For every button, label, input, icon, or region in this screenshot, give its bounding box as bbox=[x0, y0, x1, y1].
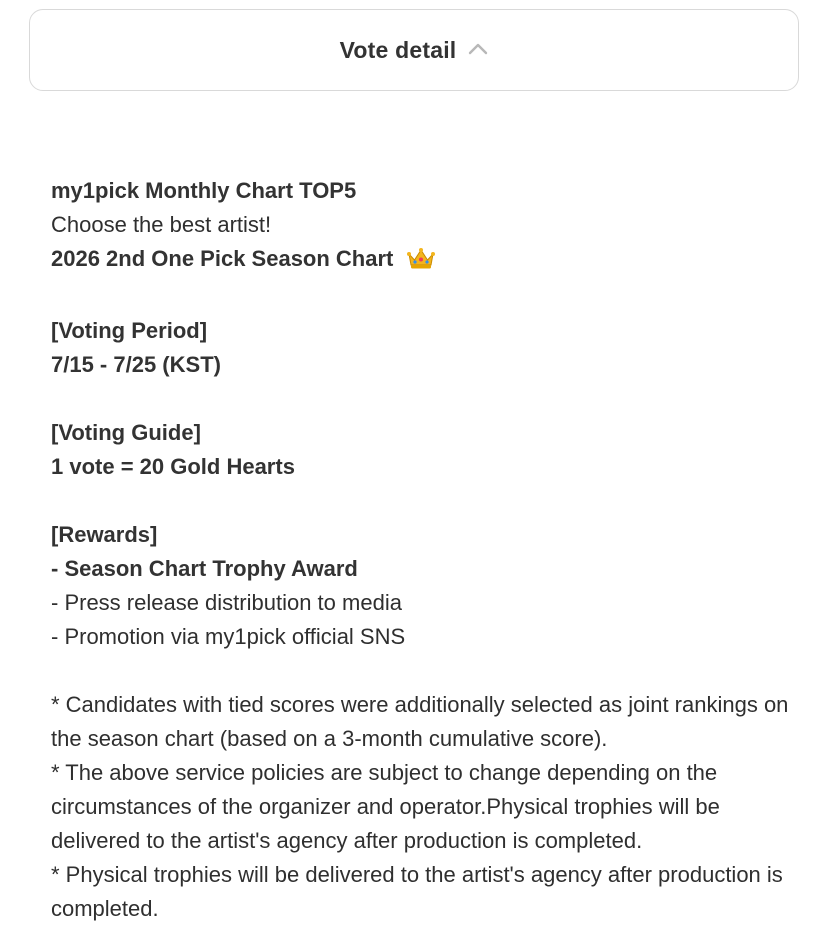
reward-item: - Promotion via my1pick official SNS bbox=[51, 624, 406, 649]
crown-icon bbox=[406, 246, 436, 280]
reward-item: - Press release distribution to media bbox=[51, 590, 402, 615]
note-item: * Candidates with tied scores were additionally selected as joint rankings on the season chart (based on a 3-month cumulative score). bbox=[51, 692, 789, 751]
vote-detail-content bbox=[51, 174, 801, 926]
vote-detail-toggle[interactable] bbox=[29, 9, 799, 91]
reward-item: - Season Chart Trophy Award bbox=[51, 556, 358, 581]
voting-period-value: 7/15 - 7/25 (KST) bbox=[51, 352, 221, 377]
chart-title: my1pick Monthly Chart TOP5 bbox=[51, 178, 357, 203]
spacer bbox=[51, 654, 801, 688]
season-chart-title: 2026 2nd One Pick Season Chart bbox=[51, 246, 394, 271]
spacer bbox=[51, 484, 801, 518]
chevron-up-icon bbox=[468, 42, 488, 56]
vote-detail-label: Vote detail bbox=[339, 36, 457, 63]
spacer bbox=[51, 280, 801, 314]
rewards-heading: [Rewards] bbox=[51, 522, 158, 547]
voting-guide-value: 1 vote = 20 Gold Hearts bbox=[51, 454, 295, 479]
voting-guide-heading: [Voting Guide] bbox=[51, 420, 201, 445]
note-item: * The above service policies are subject to change depending on the circumstances of the organizer and operator.Physical trophies will be delivered to the artist's agency after production is completed. bbox=[51, 760, 720, 853]
season-chart-line bbox=[51, 242, 801, 280]
note-item: * Physical trophies will be delivered to the artist's agency after production is completed. bbox=[51, 862, 783, 921]
spacer bbox=[51, 382, 801, 416]
chart-subtitle: Choose the best artist! bbox=[51, 212, 272, 237]
voting-period-heading: [Voting Period] bbox=[51, 318, 208, 343]
